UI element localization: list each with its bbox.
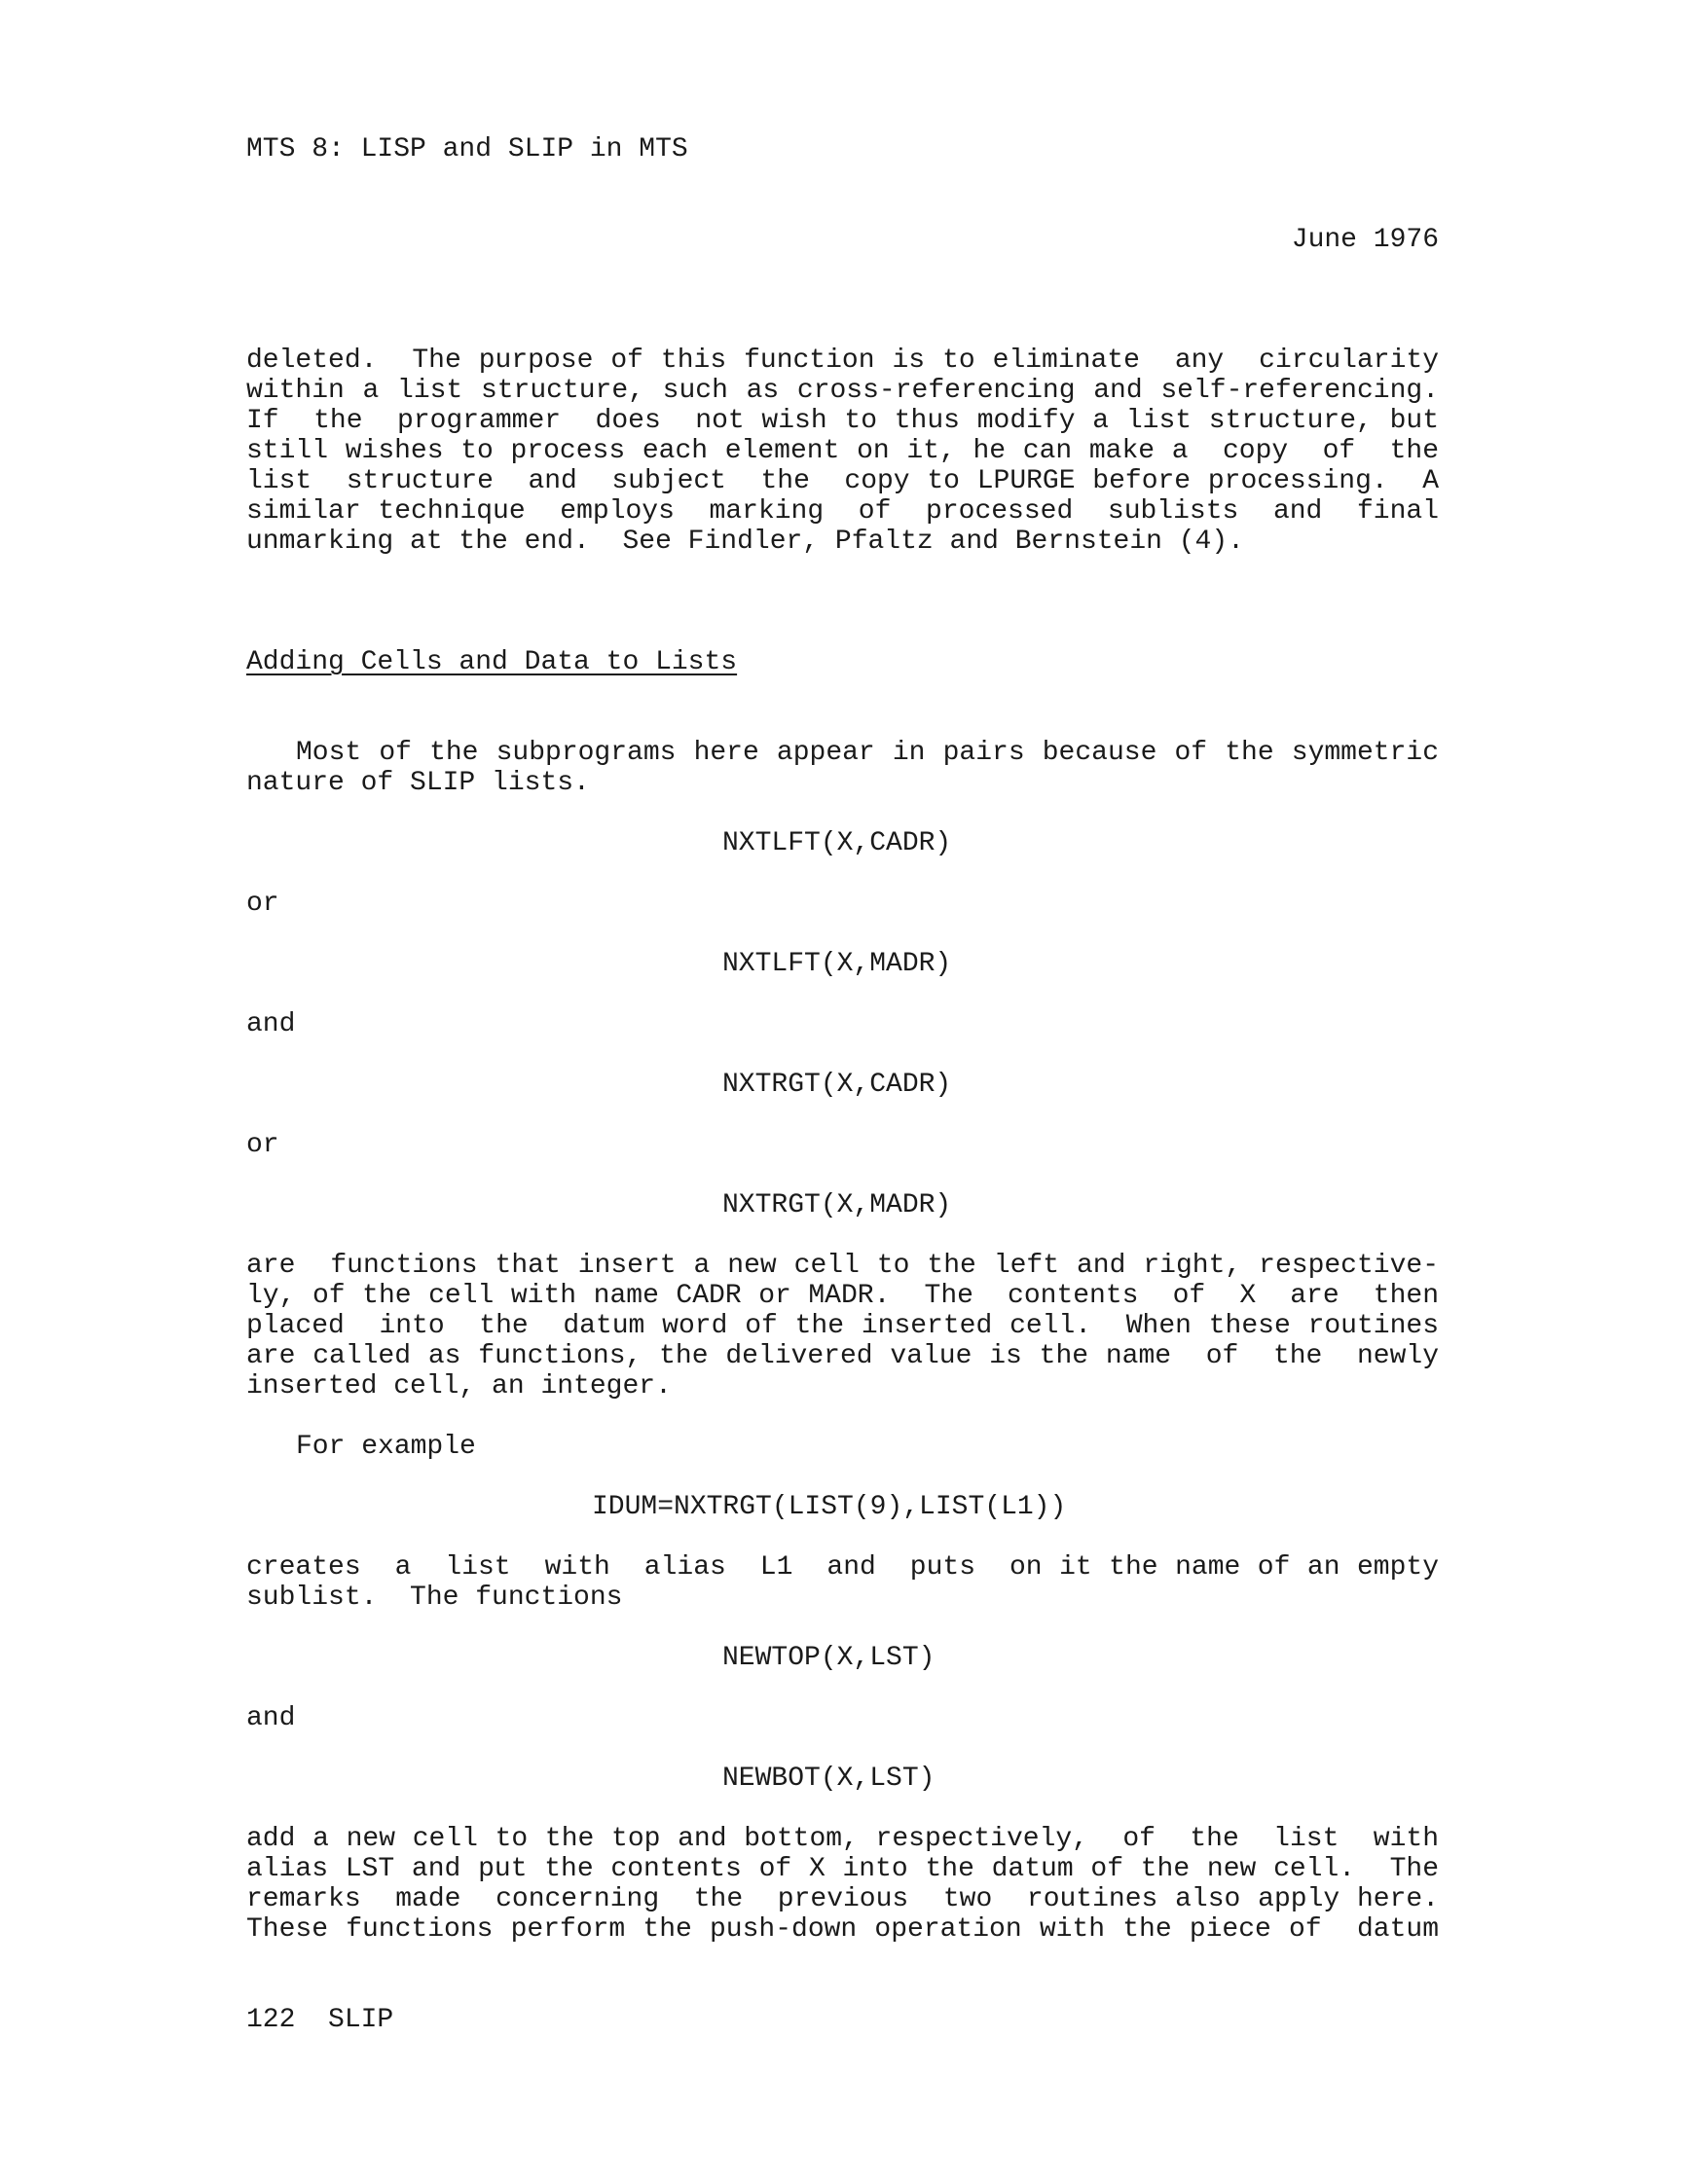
page-footer: 122 SLIP [246,2005,394,2035]
text-line: remarks made concerning the previous two routines also apply here. [246,1884,1439,1914]
text-line: creates a list with alias L1 and puts on it the name of an empty [246,1552,1439,1583]
text-line: are functions that insert a new cell to the left and right, respective- [246,1251,1439,1281]
running-header-title: MTS 8: LISP and SLIP in MTS [246,134,688,164]
text-line: inserted cell, an integer. [246,1371,672,1401]
text-line: similar technique employs marking of processed sublists and final [246,496,1439,527]
text-line: are called as functions, the delivered value is the name of the newly [246,1341,1439,1371]
text-line: If the programmer does not wish to thus modify a list structure, but [246,406,1439,436]
conjunction-or: or [246,1130,279,1160]
text-line: list structure and subject the copy to LPURGE before processing. A [246,466,1439,496]
text-line: deleted. The purpose of this function is to eliminate any circularity [246,346,1439,376]
code-nxtrgt-cadr: NXTRGT(X,CADR) [722,1070,952,1100]
text-line: sublist. The functions [246,1583,623,1613]
text-line: These functions perform the push-down operation with the piece of datum [246,1914,1439,1945]
code-newtop: NEWTOP(X,LST) [722,1643,936,1673]
conjunction-and: and [246,1009,296,1039]
text-line: add a new cell to the top and bottom, respectively, of the list with [246,1824,1439,1854]
code-example: IDUM=NXTRGT(LIST(9),LIST(L1)) [592,1492,1067,1522]
text-line: nature of SLIP lists. [246,768,590,798]
code-nxtrgt-madr: NXTRGT(X,MADR) [722,1190,952,1220]
section-heading: Adding Cells and Data to Lists [246,647,738,677]
running-header-date: June 1976 [1291,225,1439,255]
conjunction-and: and [246,1703,296,1733]
text-line: Most of the subprograms here appear in pairs because of the symmetric [296,738,1439,768]
example-intro: For example [296,1432,476,1462]
text-line: unmarking at the end. See Findler, Pfaltz and Bernstein (4). [246,527,1244,557]
code-newbot: NEWBOT(X,LST) [722,1764,936,1794]
text-line: within a list structure, such as cross-referencing and self-referencing. [246,376,1439,406]
text-line: placed into the datum word of the inserted cell. When these routines [246,1311,1439,1341]
conjunction-or: or [246,889,279,919]
text-line: still wishes to process each element on it, he can make a copy of the [246,436,1439,466]
code-nxtlft-cadr: NXTLFT(X,CADR) [722,828,952,858]
text-line: alias LST and put the contents of X into the datum of the new cell. The [246,1854,1439,1884]
code-nxtlft-madr: NXTLFT(X,MADR) [722,949,952,979]
text-line: ly, of the cell with name CADR or MADR. The contents of X are then [246,1281,1439,1311]
